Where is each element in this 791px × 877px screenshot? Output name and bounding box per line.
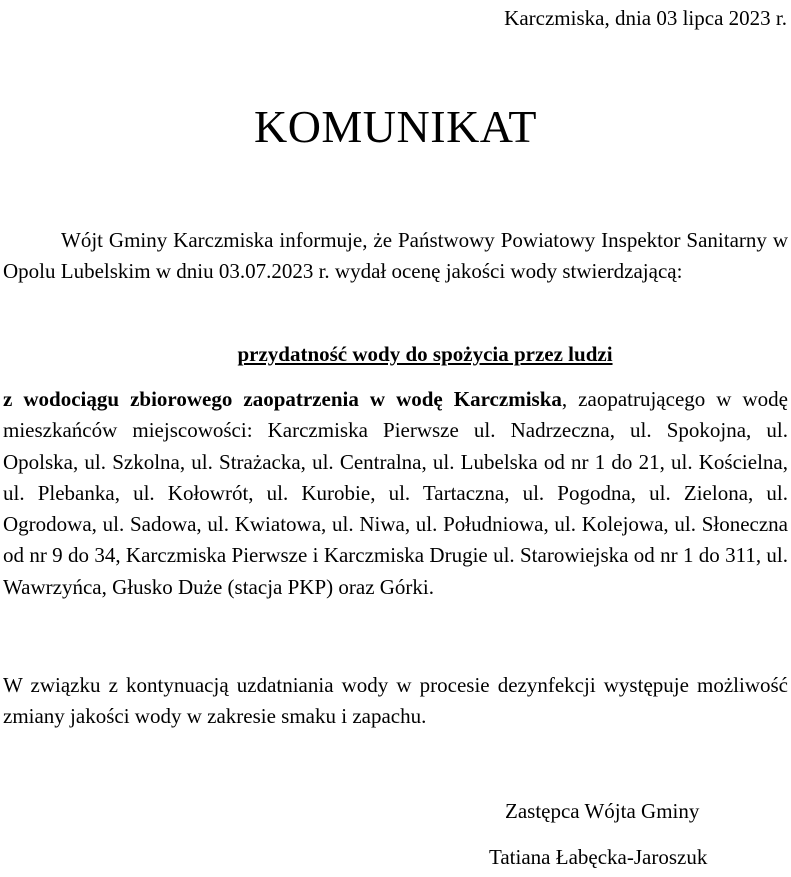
supply-name: z wodociągu zbiorowego zaopatrzenia w wodę Karczmiska xyxy=(3,387,562,411)
verdict-line xyxy=(0,340,791,368)
place-date: Karczmiska, dnia 03 lipca 2023 r. xyxy=(504,6,787,30)
signature-role: Zastępca Wójta Gminy xyxy=(505,799,700,823)
supply-paragraph xyxy=(3,384,788,603)
intro-paragraph: Wójt Gminy Karczmiska informuje, że Państwowy Powiatowy Inspektor Sanitarny w Opolu Lubelskim w dniu 03.07.2023 r. wydał ocenę jakości wody stwierdzającą: xyxy=(3,228,788,284)
signature-name: Tatiana Łabęcka-Jaroszuk xyxy=(489,845,708,869)
note-paragraph: W związku z kontynuacją uzdatniania wody w procesie dezynfekcji występuje możliwość zmiany jakości wody w zakresie smaku i zapachu. xyxy=(3,673,788,729)
verdict-text: przydatność wody do spożycia przez ludzi xyxy=(237,342,613,366)
document-title: KOMUNIKAT xyxy=(253,101,538,152)
supply-area: , zaopatrującego w wodę mieszkańców miejscowości: Karczmiska Pierwsze ul. Nadrzeczna, ul. Spokojna, ul. Opolska, ul. Szkolna, ul. Strażacka, ul. Centralna, ul. Lubelska od nr 1 do 21, ul. Kościelna, ul. Plebanka, ul. Kołowrót, ul. Kurobie, ul. Tartaczna, ul. Pogodna, ul. Zielona, ul. Ogrodowa, ul. Sadowa, ul. Kwiatowa, ul. Niwa, ul. Południowa, ul. Kolejowa, ul. Słoneczna od nr 9 do 34, Karczmiska Pierwsze i Karczmiska Drugie ul. Starowiejska od nr 1 do 311, ul. Wawrzyńca, Głusko Duże (stacja PKP) oraz Górki. xyxy=(3,387,788,599)
